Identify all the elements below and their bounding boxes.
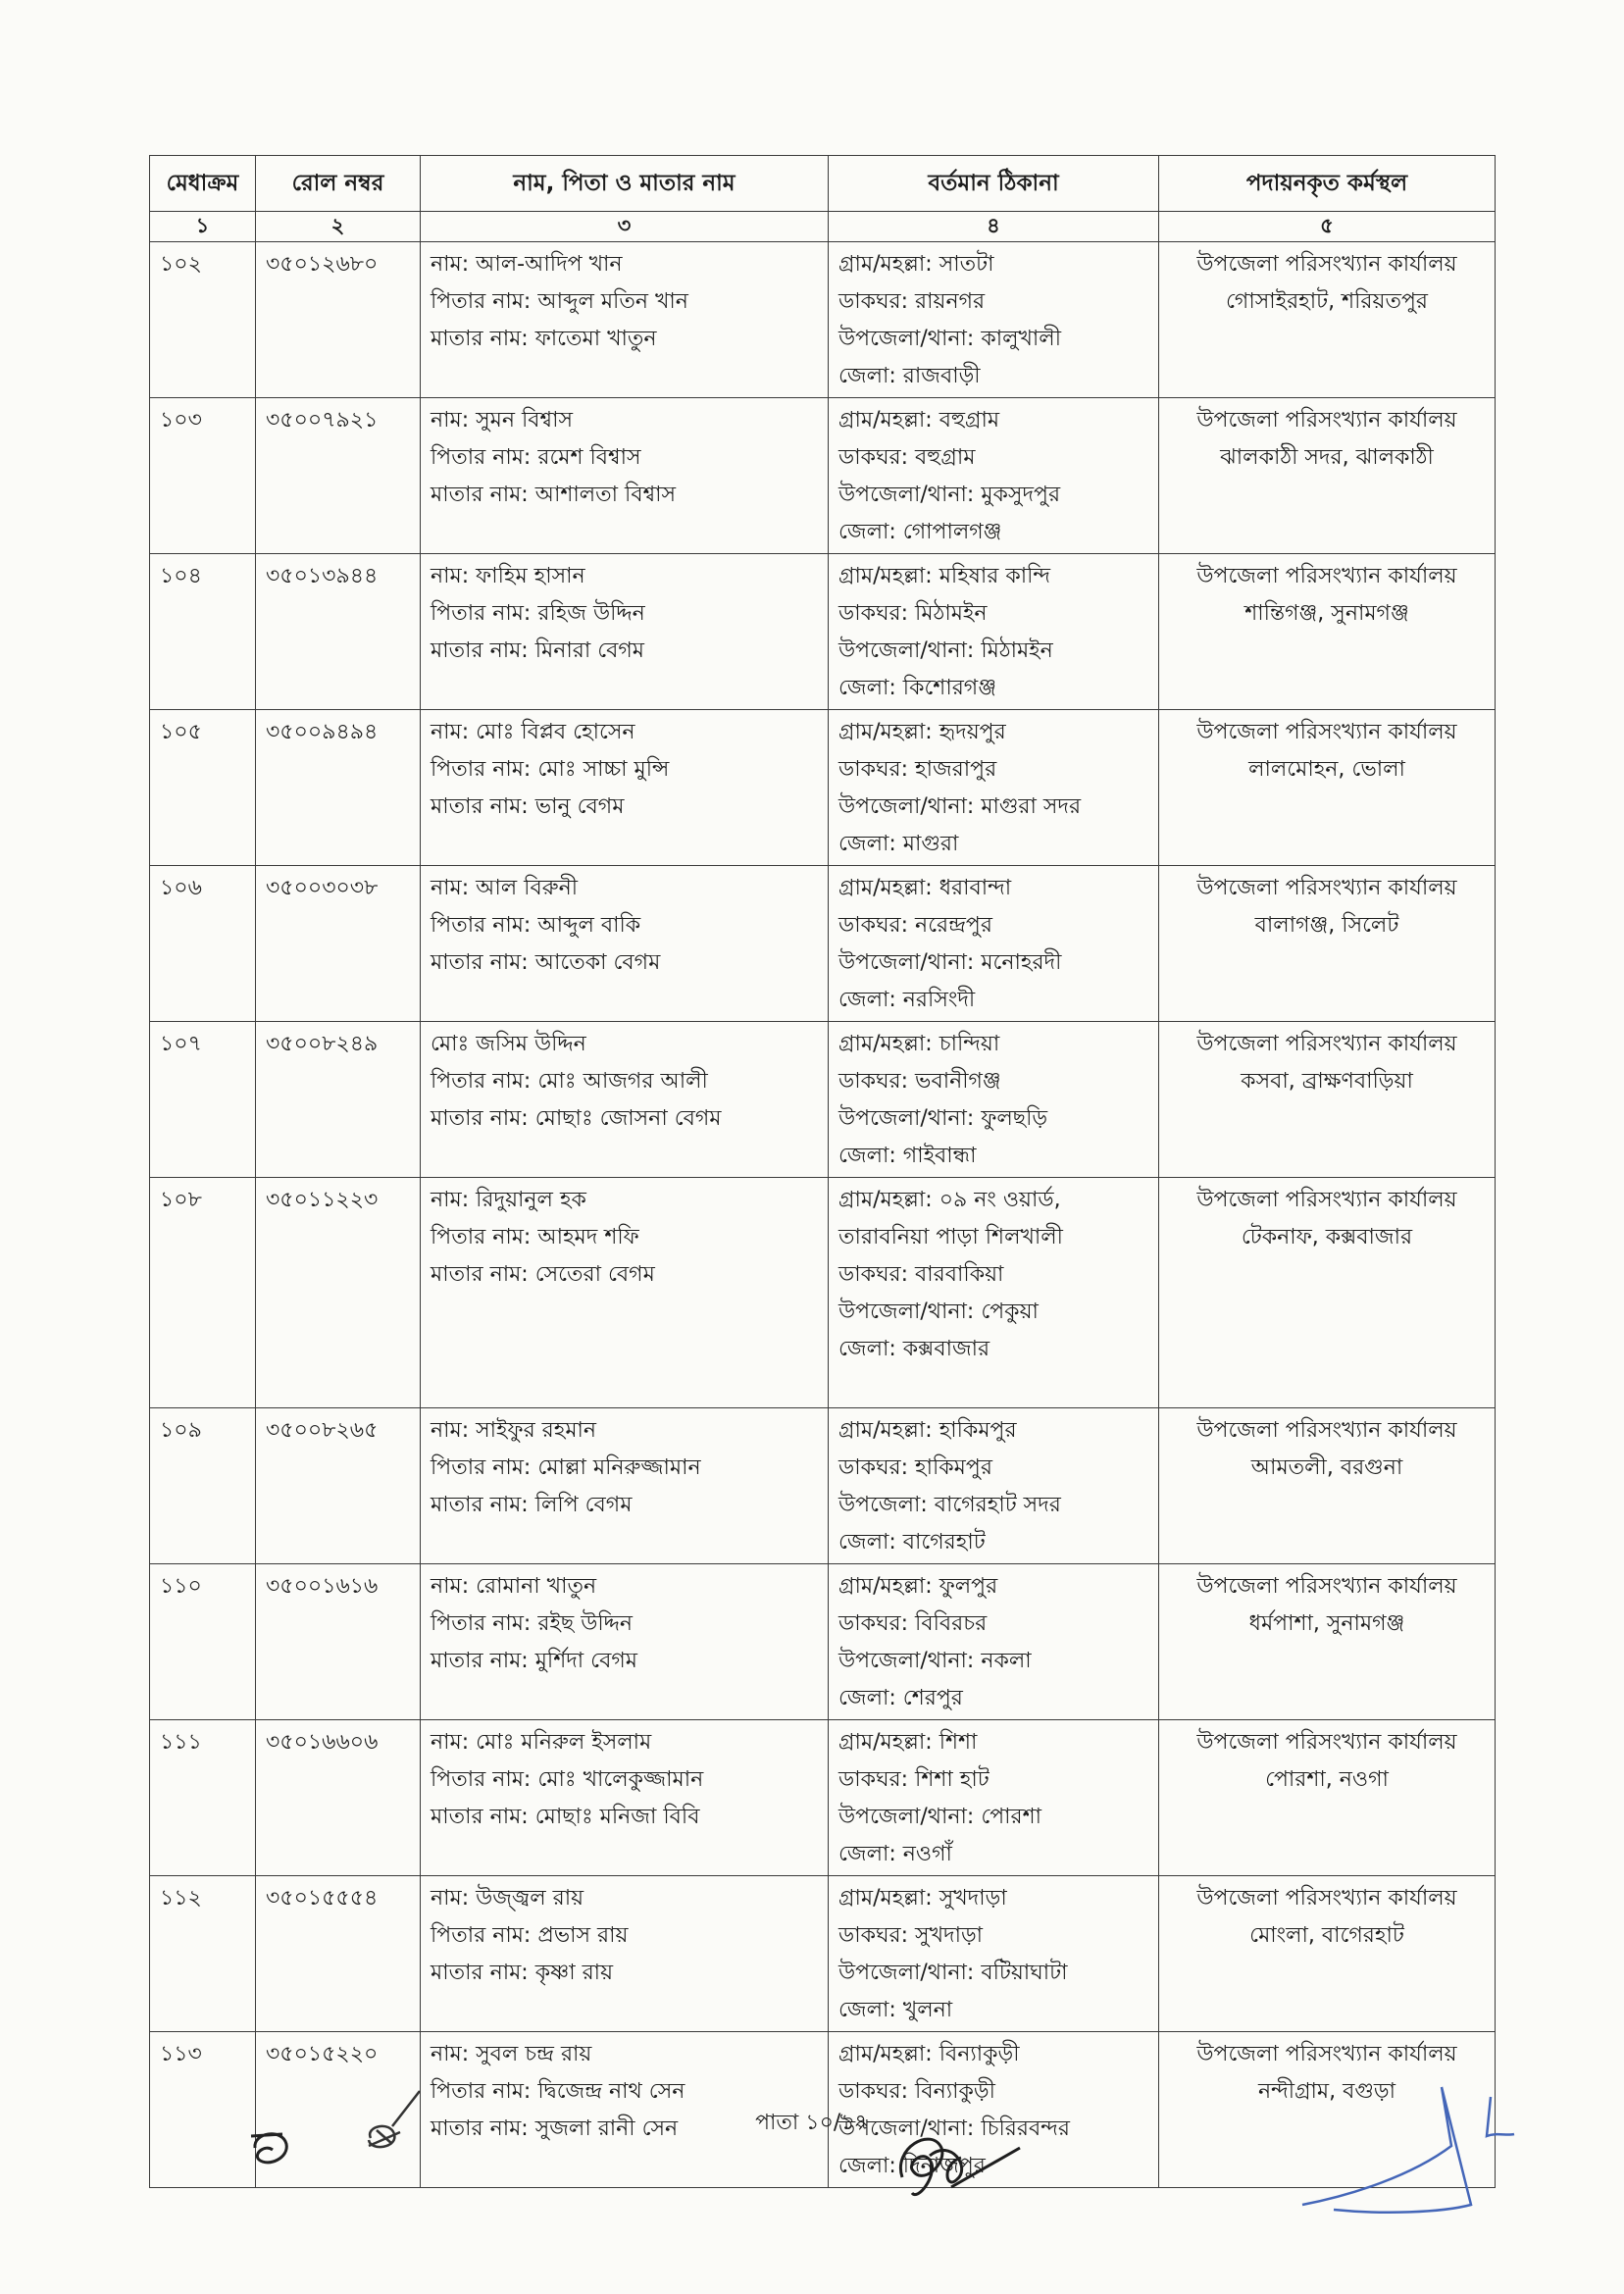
- names-line: নাম: সুবল চন্দ্র রায়: [431, 2042, 592, 2066]
- names-line: মাতার নাম: লিপি বেগম: [431, 1493, 633, 1517]
- names-line: মাতার নাম: সুজলা রানী সেন: [431, 2116, 679, 2141]
- office-line: উপজেলা পরিসংখ্যান কার্যালয়: [1196, 2042, 1457, 2066]
- address-line: উপজেলা/থানা: মনোহরদী: [838, 950, 1062, 975]
- address-line: জেলা: গাইবান্ধা: [838, 1144, 977, 1168]
- roll-cell: ৩৫০০৩০৩৮: [256, 866, 421, 1022]
- names-line: মাতার নাম: ভানু বেগম: [431, 794, 625, 819]
- address-cell: [829, 1022, 1159, 1178]
- address-line: গ্রাম/মহল্লা: হৃদয়পুর: [838, 720, 1006, 744]
- address-line: জেলা: খুলনা: [838, 1998, 953, 2022]
- table-row: [150, 1178, 1496, 1408]
- office-line: উপজেলা পরিসংখ্যান কার্যালয়: [1196, 1418, 1457, 1443]
- merit-cell: ১১৩: [150, 2032, 256, 2188]
- address-line: ডাকঘর: সুখদাড়া: [838, 1923, 984, 1948]
- roll-cell: ৩৫০১৫৫৫৪: [256, 1876, 421, 2032]
- office-cell: [1159, 866, 1496, 1022]
- address-line: জেলা: নরসিংদী: [838, 988, 976, 1012]
- names-line: পিতার নাম: রহিজ উদ্দিন: [431, 601, 645, 626]
- names-line: মাতার নাম: সেতেরা বেগম: [431, 1262, 655, 1287]
- names-cell: [421, 1022, 829, 1178]
- office-line: শান্তিগঞ্জ, সুনামগঞ্জ: [1244, 601, 1409, 626]
- column-number: ১: [150, 212, 256, 242]
- office-cell: [1159, 554, 1496, 710]
- address-line: জেলা: মাগুরা: [838, 832, 959, 856]
- header-merit: মেধাক্রম: [150, 156, 256, 212]
- names-line: মাতার নাম: মোছাঃ মনিজা বিবি: [431, 1805, 700, 1829]
- address-line: উপজেলা/থানা: মুকসুদপুর: [838, 483, 1061, 507]
- address-cell: [829, 398, 1159, 554]
- table-row: [150, 554, 1496, 710]
- address-line: গ্রাম/মহল্লা: হাকিমপুর: [838, 1418, 1017, 1443]
- address-line: জেলা: রাজবাড়ী: [838, 364, 981, 388]
- address-line: উপজেলা/থানা: ফুলছড়ি: [838, 1106, 1048, 1131]
- merit-cell: ১১১: [150, 1720, 256, 1876]
- names-line: পিতার নাম: দ্বিজেন্দ্র নাথ সেন: [431, 2079, 685, 2104]
- names-cell: [421, 398, 829, 554]
- address-line: গ্রাম/মহল্লা: ফুলপুর: [838, 1574, 998, 1599]
- names-line: নাম: রোমানা খাতুন: [431, 1574, 597, 1599]
- office-line: গোসাইরহাট, শরিয়তপুর: [1225, 289, 1428, 314]
- names-cell: [421, 242, 829, 398]
- roll-cell: ৩৫০১৫২২০: [256, 2032, 421, 2188]
- names-line: পিতার নাম: মোঃ আজগর আলী: [431, 1069, 708, 1094]
- names-line: নাম: উজ্জ্বল রায়: [431, 1886, 584, 1911]
- address-line: গ্রাম/মহল্লা: সাতটা: [838, 252, 994, 277]
- office-line: উপজেলা পরিসংখ্যান কার্যালয়: [1196, 1188, 1457, 1212]
- table-row: [150, 710, 1496, 866]
- address-line: ডাকঘর: রায়নগর: [838, 289, 986, 314]
- address-cell: [829, 866, 1159, 1022]
- address-line: উপজেলা/থানা: পেকুয়া: [838, 1300, 1039, 1324]
- names-line: নাম: ফাহিম হাসান: [431, 564, 585, 588]
- address-line: ডাকঘর: হাজরাপুর: [838, 757, 997, 782]
- office-line: বালাগঞ্জ, সিলেট: [1254, 913, 1399, 938]
- office-line: উপজেলা পরিসংখ্যান কার্যালয়: [1196, 252, 1457, 277]
- address-cell: [829, 1178, 1159, 1408]
- table-row: [150, 1022, 1496, 1178]
- address-line: গ্রাম/মহল্লা: সুখদাড়া: [838, 1886, 1007, 1911]
- table-row: [150, 1720, 1496, 1876]
- office-line: উপজেলা পরিসংখ্যান কার্যালয়: [1196, 1886, 1457, 1911]
- table-row: [150, 398, 1496, 554]
- names-line: নাম: সুমন বিশ্বাস: [431, 408, 574, 433]
- office-line: পোরশা, নওগা: [1265, 1767, 1389, 1792]
- address-line: জেলা: দিনাজপুর: [838, 2154, 986, 2178]
- address-cell: [829, 554, 1159, 710]
- address-cell: [829, 242, 1159, 398]
- names-line: মাতার নাম: মুর্শিদা বেগম: [431, 1649, 637, 1673]
- names-line: পিতার নাম: মোঃ সাচ্চা মুন্সি: [431, 757, 670, 782]
- address-line: উপজেলা/থানা: চিরিরবন্দর: [838, 2116, 1070, 2141]
- office-line: উপজেলা পরিসংখ্যান কার্যালয়: [1196, 876, 1457, 900]
- office-line: মোংলা, বাগেরহাট: [1249, 1923, 1404, 1948]
- header-address: বর্তমান ঠিকানা: [829, 156, 1159, 212]
- column-number-row: [150, 212, 1496, 242]
- names-line: মাতার নাম: আশালতা বিশ্বাস: [431, 483, 677, 507]
- names-cell: [421, 710, 829, 866]
- names-cell: [421, 1178, 829, 1408]
- address-line: উপজেলা/থানা: মাগুরা সদর: [838, 794, 1082, 819]
- address-cell: [829, 1876, 1159, 2032]
- officer-signature: [1294, 2077, 1520, 2224]
- address-line: জেলা: শেরপুর: [838, 1686, 963, 1710]
- table-header: [150, 156, 1496, 212]
- names-line: নাম: আল বিরুনী: [431, 876, 579, 900]
- table-row: [150, 1876, 1496, 2032]
- roll-cell: ৩৫০১৬৬০৬: [256, 1720, 421, 1876]
- merit-cell: ১০৩: [150, 398, 256, 554]
- address-line: উপজেলা: বাগেরহাট সদর: [838, 1493, 1061, 1517]
- roll-cell: ৩৫০০৯৪৯৪: [256, 710, 421, 866]
- names-line: পিতার নাম: প্রভাস রায়: [431, 1923, 629, 1948]
- table-row: [150, 242, 1496, 398]
- office-line: কসবা, ব্রাক্ষণবাড়িয়া: [1241, 1069, 1413, 1094]
- address-cell: [829, 1408, 1159, 1564]
- header-roll: রোল নম্বর: [256, 156, 421, 212]
- merit-cell: ১০৪: [150, 554, 256, 710]
- table-body: [150, 242, 1496, 2188]
- names-line: মাতার নাম: ফাতেমা খাতুন: [431, 327, 657, 351]
- office-cell: [1159, 710, 1496, 866]
- names-line: মাতার নাম: মোছাঃ জোসনা বেগম: [431, 1106, 722, 1131]
- merit-cell: ১০৬: [150, 866, 256, 1022]
- address-cell: [829, 1720, 1159, 1876]
- office-line: উপজেলা পরিসংখ্যান কার্যালয়: [1196, 1730, 1457, 1755]
- column-number: ২: [256, 212, 421, 242]
- address-line: গ্রাম/মহল্লা: বিন্যাকুড়ী: [838, 2042, 1020, 2066]
- office-line: ঝালকাঠী সদর, ঝালকাঠী: [1220, 445, 1434, 470]
- roll-cell: ৩৫০১৩৯৪৪: [256, 554, 421, 710]
- address-line: জেলা: কিশোরগঞ্জ: [838, 676, 997, 700]
- names-line: নাম: সাইফুর রহমান: [431, 1418, 597, 1443]
- address-line: গ্রাম/মহল্লা: চান্দিয়া: [838, 1032, 1000, 1056]
- names-line: পিতার নাম: আব্দুল মতিন খান: [431, 289, 688, 314]
- merit-cell: ১১২: [150, 1876, 256, 2032]
- signature-mark: [883, 2109, 1030, 2217]
- address-cell: [829, 1564, 1159, 1720]
- office-cell: [1159, 1022, 1496, 1178]
- names-line: নাম: মোঃ মনিরুল ইসলাম: [431, 1730, 652, 1755]
- names-line: নাম: মোঃ বিপ্লব হোসেন: [431, 720, 635, 744]
- address-line: ডাকঘর: বহুগ্রাম: [838, 445, 976, 470]
- office-line: আমতলী, বরগুনা: [1250, 1455, 1403, 1480]
- address-line: ডাকঘর: মিঠামইন: [838, 601, 988, 626]
- names-line: নাম: রিদুয়ানুল হক: [431, 1188, 586, 1212]
- address-line: উপজেলা/থানা: পোরশা: [838, 1805, 1042, 1829]
- column-number: ৫: [1159, 212, 1496, 242]
- names-line: মাতার নাম: মিনারা বেগম: [431, 638, 645, 663]
- initials-mark-2: [341, 2087, 430, 2166]
- office-line: উপজেলা পরিসংখ্যান কার্যালয়: [1196, 408, 1457, 433]
- office-line: নন্দীগ্রাম, বগুড়া: [1258, 2079, 1396, 2104]
- office-line: টেকনাফ, কক্সবাজার: [1241, 1225, 1413, 1249]
- address-line: জেলা: বাগেরহাট: [838, 1530, 986, 1555]
- address-line: গ্রাম/মহল্লা: মহিষার কান্দি: [838, 564, 1051, 588]
- roll-cell: ৩৫০০৮২৬৫: [256, 1408, 421, 1564]
- address-line: গ্রাম/মহল্লা: ধরাবান্দা: [838, 876, 1012, 900]
- merit-list-table: [149, 155, 1496, 2188]
- address-line: ডাকঘর: শিশা হাট: [838, 1767, 990, 1792]
- office-line: উপজেলা পরিসংখ্যান কার্যালয়: [1196, 564, 1457, 588]
- office-line: উপজেলা পরিসংখ্যান কার্যালয়: [1196, 720, 1457, 744]
- office-cell: [1159, 1720, 1496, 1876]
- table-row: [150, 1564, 1496, 1720]
- address-line: ডাকঘর: বারবাকিয়া: [838, 1262, 1004, 1287]
- address-line: ডাকঘর: হাকিমপুর: [838, 1455, 992, 1480]
- names-line: পিতার নাম: মোঃ খালেকুজ্জামান: [431, 1767, 704, 1792]
- address-line: উপজেলা/থানা: বটিয়াঘাটা: [838, 1961, 1068, 1985]
- merit-cell: ১১০: [150, 1564, 256, 1720]
- page-number: পাতা ১০/১৭: [755, 2111, 869, 2135]
- address-line: উপজেলা/থানা: মিঠামইন: [838, 638, 1053, 663]
- names-line: পিতার নাম: রইছ উদ্দিন: [431, 1611, 634, 1636]
- address-line: উপজেলা/থানা: নকলা: [838, 1649, 1032, 1673]
- roll-cell: ৩৫০১২৬৮০: [256, 242, 421, 398]
- office-cell: [1159, 1178, 1496, 1408]
- names-cell: [421, 1564, 829, 1720]
- address-cell: [829, 710, 1159, 866]
- address-line: তারাবনিয়া পাড়া শিলখালী: [838, 1225, 1063, 1249]
- office-cell: [1159, 398, 1496, 554]
- column-number: ৩: [421, 212, 829, 242]
- header-office: পদায়নকৃত কর্মস্থল: [1159, 156, 1496, 212]
- address-line: ডাকঘর: বিবিরচর: [838, 1611, 988, 1636]
- names-cell: [421, 866, 829, 1022]
- merit-cell: ১০৭: [150, 1022, 256, 1178]
- names-line: পিতার নাম: আহমদ শফি: [431, 1225, 639, 1249]
- address-line: উপজেলা/থানা: কালুখালী: [838, 327, 1061, 351]
- names-cell: [421, 1720, 829, 1876]
- names-line: মোঃ জসিম উদ্দিন: [431, 1032, 586, 1056]
- header-names: নাম, পিতা ও মাতার নাম: [421, 156, 829, 212]
- names-line: পিতার নাম: আব্দুল বাকি: [431, 913, 641, 938]
- address-line: ডাকঘর: নরেন্দ্রপুর: [838, 913, 992, 938]
- table-row: [150, 866, 1496, 1022]
- address-line: জেলা: গোপালগঞ্জ: [838, 520, 1002, 544]
- roll-cell: ৩৫০০৮২৪৯: [256, 1022, 421, 1178]
- names-line: মাতার নাম: আতেকা বেগম: [431, 950, 661, 975]
- address-line: ডাকঘর: ভবানীগঞ্জ: [838, 1069, 1001, 1094]
- table-row: [150, 1408, 1496, 1564]
- office-line: ধর্মপাশা, সুনামগঞ্জ: [1248, 1611, 1405, 1636]
- address-line: গ্রাম/মহল্লা: ০৯ নং ওয়ার্ড,: [838, 1188, 1061, 1212]
- roll-cell: ৩৫০০৭৯২১: [256, 398, 421, 554]
- office-cell: [1159, 242, 1496, 398]
- initials-mark-1: [243, 2118, 302, 2177]
- address-line: গ্রাম/মহল্লা: বহুগ্রাম: [838, 408, 1000, 433]
- office-line: উপজেলা পরিসংখ্যান কার্যালয়: [1196, 1032, 1457, 1056]
- office-cell: [1159, 1564, 1496, 1720]
- column-number: ৪: [829, 212, 1159, 242]
- address-line: জেলা: কক্সবাজার: [838, 1337, 990, 1361]
- names-line: মাতার নাম: কৃষ্ণা রায়: [431, 1961, 614, 1985]
- address-line: ডাকঘর: বিন্যাকুড়ী: [838, 2079, 995, 2104]
- roll-cell: ৩৫০১১২২৩: [256, 1178, 421, 1408]
- names-cell: [421, 1408, 829, 1564]
- names-line: পিতার নাম: রমেশ বিশ্বাস: [431, 445, 641, 470]
- merit-cell: ১০৫: [150, 710, 256, 866]
- office-line: লালমোহন, ভোলা: [1248, 757, 1405, 782]
- names-cell: [421, 1876, 829, 2032]
- names-line: পিতার নাম: মোল্লা মনিরুজ্জামান: [431, 1455, 701, 1480]
- office-cell: [1159, 1408, 1496, 1564]
- names-line: নাম: আল-আদিপ খান: [431, 252, 623, 277]
- address-line: জেলা: নওগাঁ: [838, 1842, 952, 1866]
- names-cell: [421, 554, 829, 710]
- address-line: গ্রাম/মহল্লা: শিশা: [838, 1730, 978, 1755]
- merit-cell: ১০২: [150, 242, 256, 398]
- office-cell: [1159, 1876, 1496, 2032]
- merit-cell: ১০৯: [150, 1408, 256, 1564]
- merit-cell: ১০৮: [150, 1178, 256, 1408]
- office-line: উপজেলা পরিসংখ্যান কার্যালয়: [1196, 1574, 1457, 1599]
- roll-cell: ৩৫০০১৬১৬: [256, 1564, 421, 1720]
